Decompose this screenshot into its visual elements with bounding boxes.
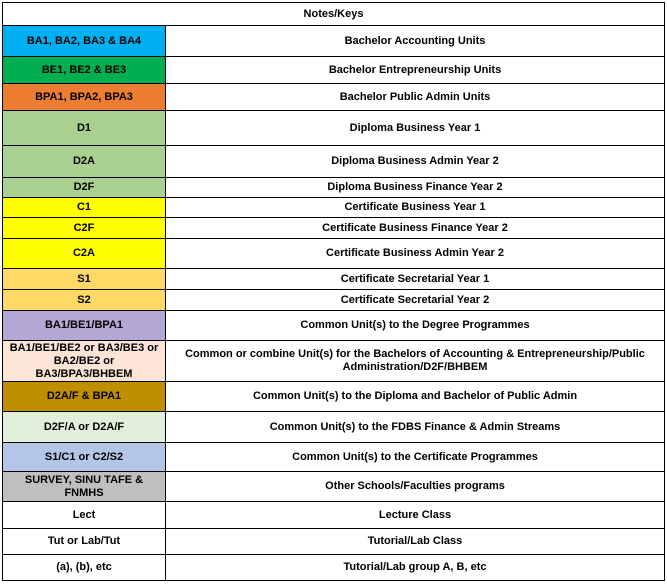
key-code: S1/C1 or C2/S2 bbox=[44, 450, 124, 463]
key-description: Common Unit(s) to the Degree Programmes bbox=[166, 311, 665, 341]
key-code-cell bbox=[3, 529, 166, 555]
key-code-cell bbox=[3, 198, 166, 218]
key-row bbox=[3, 111, 665, 146]
key-description: Certificate Business Year 1 bbox=[166, 198, 665, 218]
key-code: C2F bbox=[73, 221, 95, 234]
key-code: BE1, BE2 & BE3 bbox=[41, 63, 127, 76]
key-description: Other Schools/Faculties programs bbox=[166, 472, 665, 502]
key-description: Bachelor Accounting Units bbox=[166, 26, 665, 57]
title-row bbox=[3, 3, 665, 26]
key-code-cell bbox=[3, 111, 166, 146]
key-row bbox=[3, 218, 665, 239]
key-row bbox=[3, 290, 665, 311]
key-code: Lect bbox=[72, 508, 96, 521]
keys-body bbox=[3, 26, 665, 581]
key-code: D2F/A or D2A/F bbox=[43, 420, 125, 433]
key-row bbox=[3, 502, 665, 529]
key-code-cell bbox=[3, 382, 166, 412]
key-code: Tut or Lab/Tut bbox=[47, 535, 121, 547]
key-row bbox=[3, 146, 665, 178]
key-description: Common Unit(s) to the Diploma and Bachelor of Public Admin bbox=[166, 382, 665, 412]
key-row bbox=[3, 239, 665, 269]
key-code: S1 bbox=[77, 272, 91, 285]
key-code-cell bbox=[3, 472, 166, 502]
key-code-cell bbox=[3, 146, 166, 178]
key-description: Bachelor Public Admin Units bbox=[166, 84, 665, 111]
key-description: Tutorial/Lab group A, B, etc bbox=[166, 555, 665, 581]
key-code: D2A/F & BPA1 bbox=[46, 390, 122, 402]
key-description: Certificate Business Admin Year 2 bbox=[166, 239, 665, 269]
key-code: BPA1, BPA2, BPA3 bbox=[35, 90, 133, 103]
table-title: Notes/Keys bbox=[3, 3, 665, 26]
key-code: (a), (b), etc bbox=[56, 561, 112, 573]
key-description: Diploma Business Finance Year 2 bbox=[166, 178, 665, 198]
key-code: D1 bbox=[76, 121, 92, 134]
key-code-cell bbox=[3, 341, 166, 382]
key-code: BA1, BA2, BA3 & BA4 bbox=[26, 34, 142, 47]
key-row bbox=[3, 84, 665, 111]
key-description: Common or combine Unit(s) for the Bachelors of Accounting & Entrepreneurship/Public Administration/D2F/BHBEM bbox=[166, 341, 665, 382]
key-row bbox=[3, 555, 665, 581]
key-row bbox=[3, 198, 665, 218]
key-code-cell bbox=[3, 555, 166, 581]
key-row bbox=[3, 412, 665, 443]
key-code-cell bbox=[3, 178, 166, 198]
key-code: D2F bbox=[73, 181, 95, 193]
key-code: BA1/BE1/BE2 or BA3/BE3 or BA2/BE2 or BA3/BPA3/BHBEM bbox=[9, 341, 159, 380]
key-row bbox=[3, 269, 665, 290]
key-code: C2A bbox=[72, 247, 95, 259]
key-row bbox=[3, 178, 665, 198]
key-row bbox=[3, 443, 665, 472]
key-code-cell bbox=[3, 57, 166, 84]
key-row bbox=[3, 529, 665, 555]
key-code: C1 bbox=[76, 201, 92, 213]
key-description: Lecture Class bbox=[166, 502, 665, 529]
key-description: Common Unit(s) to the Certificate Programmes bbox=[166, 443, 665, 472]
key-code-cell bbox=[3, 502, 166, 529]
key-code-cell bbox=[3, 218, 166, 239]
notes-keys-table bbox=[2, 2, 665, 581]
key-description: Common Unit(s) to the FDBS Finance & Admin Streams bbox=[166, 412, 665, 443]
key-code-cell bbox=[3, 269, 166, 290]
key-description: Bachelor Entrepreneurship Units bbox=[166, 57, 665, 84]
key-code-cell bbox=[3, 239, 166, 269]
key-code-cell bbox=[3, 412, 166, 443]
key-code: BA1/BE1/BPA1 bbox=[44, 319, 124, 331]
key-code: S2 bbox=[77, 293, 91, 306]
key-code: D2A bbox=[72, 155, 95, 167]
key-description: Certificate Secretarial Year 1 bbox=[166, 269, 665, 290]
key-row bbox=[3, 26, 665, 57]
key-code-cell bbox=[3, 311, 166, 341]
key-code-cell bbox=[3, 290, 166, 311]
key-code-cell bbox=[3, 84, 166, 111]
key-code: SURVEY, SINU TAFE & FNMHS bbox=[24, 473, 144, 499]
key-row bbox=[3, 382, 665, 412]
key-description: Certificate Business Finance Year 2 bbox=[166, 218, 665, 239]
key-description: Certificate Secretarial Year 2 bbox=[166, 290, 665, 311]
key-row bbox=[3, 311, 665, 341]
key-row bbox=[3, 57, 665, 84]
key-code-cell bbox=[3, 26, 166, 57]
key-row bbox=[3, 472, 665, 502]
key-row bbox=[3, 341, 665, 382]
key-description: Tutorial/Lab Class bbox=[166, 529, 665, 555]
key-description: Diploma Business Admin Year 2 bbox=[166, 146, 665, 178]
key-code-cell bbox=[3, 443, 166, 472]
key-description: Diploma Business Year 1 bbox=[166, 111, 665, 146]
